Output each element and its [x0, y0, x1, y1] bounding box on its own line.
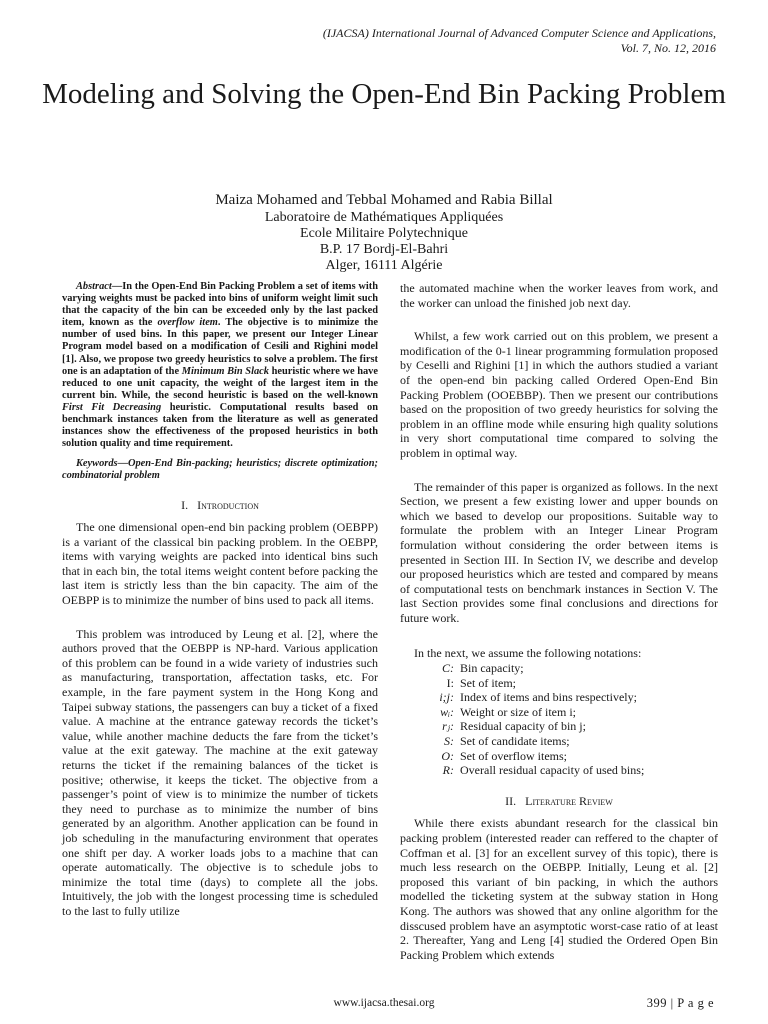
paragraph: The remainder of this paper is organized as follows. In the next Section, we present a few existing lower and upper bounds on which we based to develop our propositions. Suitable way to formulate the problem with an Integer Linear Program formulation without considering the order between items is presented in Section III. In Section IV, we describe and develop our proposed heuristics which are tested and compared by means of computational tests on benchmark instances in Section V. The last Section provides some final conclusions and directions for future work. [400, 479, 718, 625]
notation-item: C: Bin capacity; [442, 661, 524, 676]
section-heading-introduction: I. Introduction [181, 497, 259, 512]
affiliation-line: Alger, 16111 Algérie [325, 258, 443, 273]
notation-item: O: Set of overflow items; [441, 748, 567, 763]
affiliation-line: Ecole Militaire Polytechnique [300, 226, 468, 241]
keywords: Keywords—Open-End Bin-packing; heuristics; discrete optimization; combinatorial problem [62, 458, 378, 482]
notation-item: I: Set of item; [446, 675, 516, 690]
affiliation-line: Laboratoire de Mathématiques Appliquées [264, 210, 504, 225]
notation-item: wᵢ: Weight or size of item i; [440, 704, 577, 719]
notation-item: S: Set of candidate items; [444, 734, 570, 749]
left-column [62, 281, 378, 919]
notation-intro: In the next, we assume the following notations: [414, 646, 642, 661]
affiliation-line: B.P. 17 Bordj-El-Bahri [319, 242, 449, 257]
notation-item: rⱼ: Residual capacity of bin j; [442, 719, 586, 734]
notation-item: R: Overall residual capacity of used bins; [442, 763, 645, 778]
author-block [0, 192, 768, 274]
paragraph: While there exists abundant research for the classical bin packing problem (interested reader can reffered to the chapter of Coffman et al. [3] for an excellent survey of this topic), there is much less research on the OEBPP. Initially, Leung et al. [2] proposed this variant of bin packing, in which the authors modelled the ticketing system at the subway station in Hong Kong. The authors was showed that any online algorithm for the disscused problem have an asymptotic worst-case ratio of at least 2. Thereafter, Yang and Leng [4] studied the Ordered Open Bin Packing Problem which extends [400, 816, 718, 962]
author-names: Maiza Mohamed and Tebbal Mohamed and Rabia Billal [215, 192, 553, 208]
paragraph: the automated machine when the worker leaves from work, and the worker can unload the finished job next day. [400, 281, 718, 310]
paragraph: This problem was introduced by Leung et al. [2], where the authors proved that the OEBPP is NP-hard. Various application of this problem can be found in a wide variety of industries such as manufacturing, transportation, affectation tasks, etc. For example, in the fare payment system in the Hong Kong and Taipei subway stations, the passengers can buy a ticket of a fixed value. A machine at the entrance gateway records the ticket’s value, while another machine deducts the fare from the ticket’s value at the exit gateway. The machine at the exit gateway returns the ticket if the remaining balances of the ticket is positive; otherwise, it keeps the ticket. The objective from a passenger’s point of view is to minimize the number of tickets they need to purchase as to minimize the number of bins generated by an algorithm. Another application can be found in job scheduling in the manufacturing environment that operates one shift per day. A worker loads jobs to a machine that can operate automatically. The objective is to schedule jobs to minimize the total time (days) to complete all the jobs. Intuitively, the job with the longest processing time is scheduled to the last to fully utilize [62, 626, 378, 918]
footer-url: www.ijacsa.thesai.org [333, 997, 435, 1009]
journal-header-line1: (IJACSA) International Journal of Advanced Computer Science and Applications, [322, 26, 716, 40]
page-number: 399 | P a g e [646, 996, 714, 1010]
section-heading-literature-review: II. Literature Review [505, 793, 613, 808]
right-column [400, 281, 718, 962]
notation-list [400, 646, 718, 777]
notation-item: i;j: Index of items and bins respectively; [439, 690, 637, 705]
paragraph: The one dimensional open-end bin packing problem (OEBPP) is a variant of the classical bin packing problem. In the OEBPP, items with varying weights are packed into identical bins such that in each bin, the total items weight content before packing the last item is strictly less than the bin capacity. The aim of the OEBPP is to minimize the number of bins used to pack all items. [62, 520, 378, 608]
paragraph: Whilst, a few work carried out on this problem, we present a modification of the 0-1 linear programming formulation proposed by Ceselli and Righini [1] in which the authors studied a variant of the open-end bin packing called Ordered Open-End Bin Packing Problem (OOEBBP). Then we present our contributions based on the proposition of two greedy heuristics for solving the problem in an offline mode while ensuring high quality solutions in very short computational time compared to solving the problem in optimal way. [400, 329, 718, 460]
abstract-label: Abstract [76, 281, 112, 292]
paper-title: Modeling and Solving the Open-End Bin Packing Problem [42, 78, 726, 110]
journal-header-line2: Vol. 7, No. 12, 2016 [620, 41, 716, 55]
journal-header [323, 26, 716, 56]
abstract: Abstract—In the Open-End Bin Packing Problem a set of items with varying weights must be packed into bins of uniform weight limit such that the capacity of the bin can be exceeded only by the last packed item, known as the overflow item. The objective is to minimize the number of used bins. In this paper, we present our Integer Linear Program model based on a modification of Cesili and Righini model [1]. Also, we propose two greedy heuristics to solve a problem. The first one is an adaptation of the Minimum Bin Slack heuristic where we have reduced to one unit capacity, the weight of the largest item in the current bin. While, the second heuristic is based on the well-known First Fit Decreasing heuristic. Computational results based on benchmark instances taken from the literature as well as generated instances show the effectiveness of the proposed heuristics in both solution quality and time requirement. [62, 281, 378, 450]
